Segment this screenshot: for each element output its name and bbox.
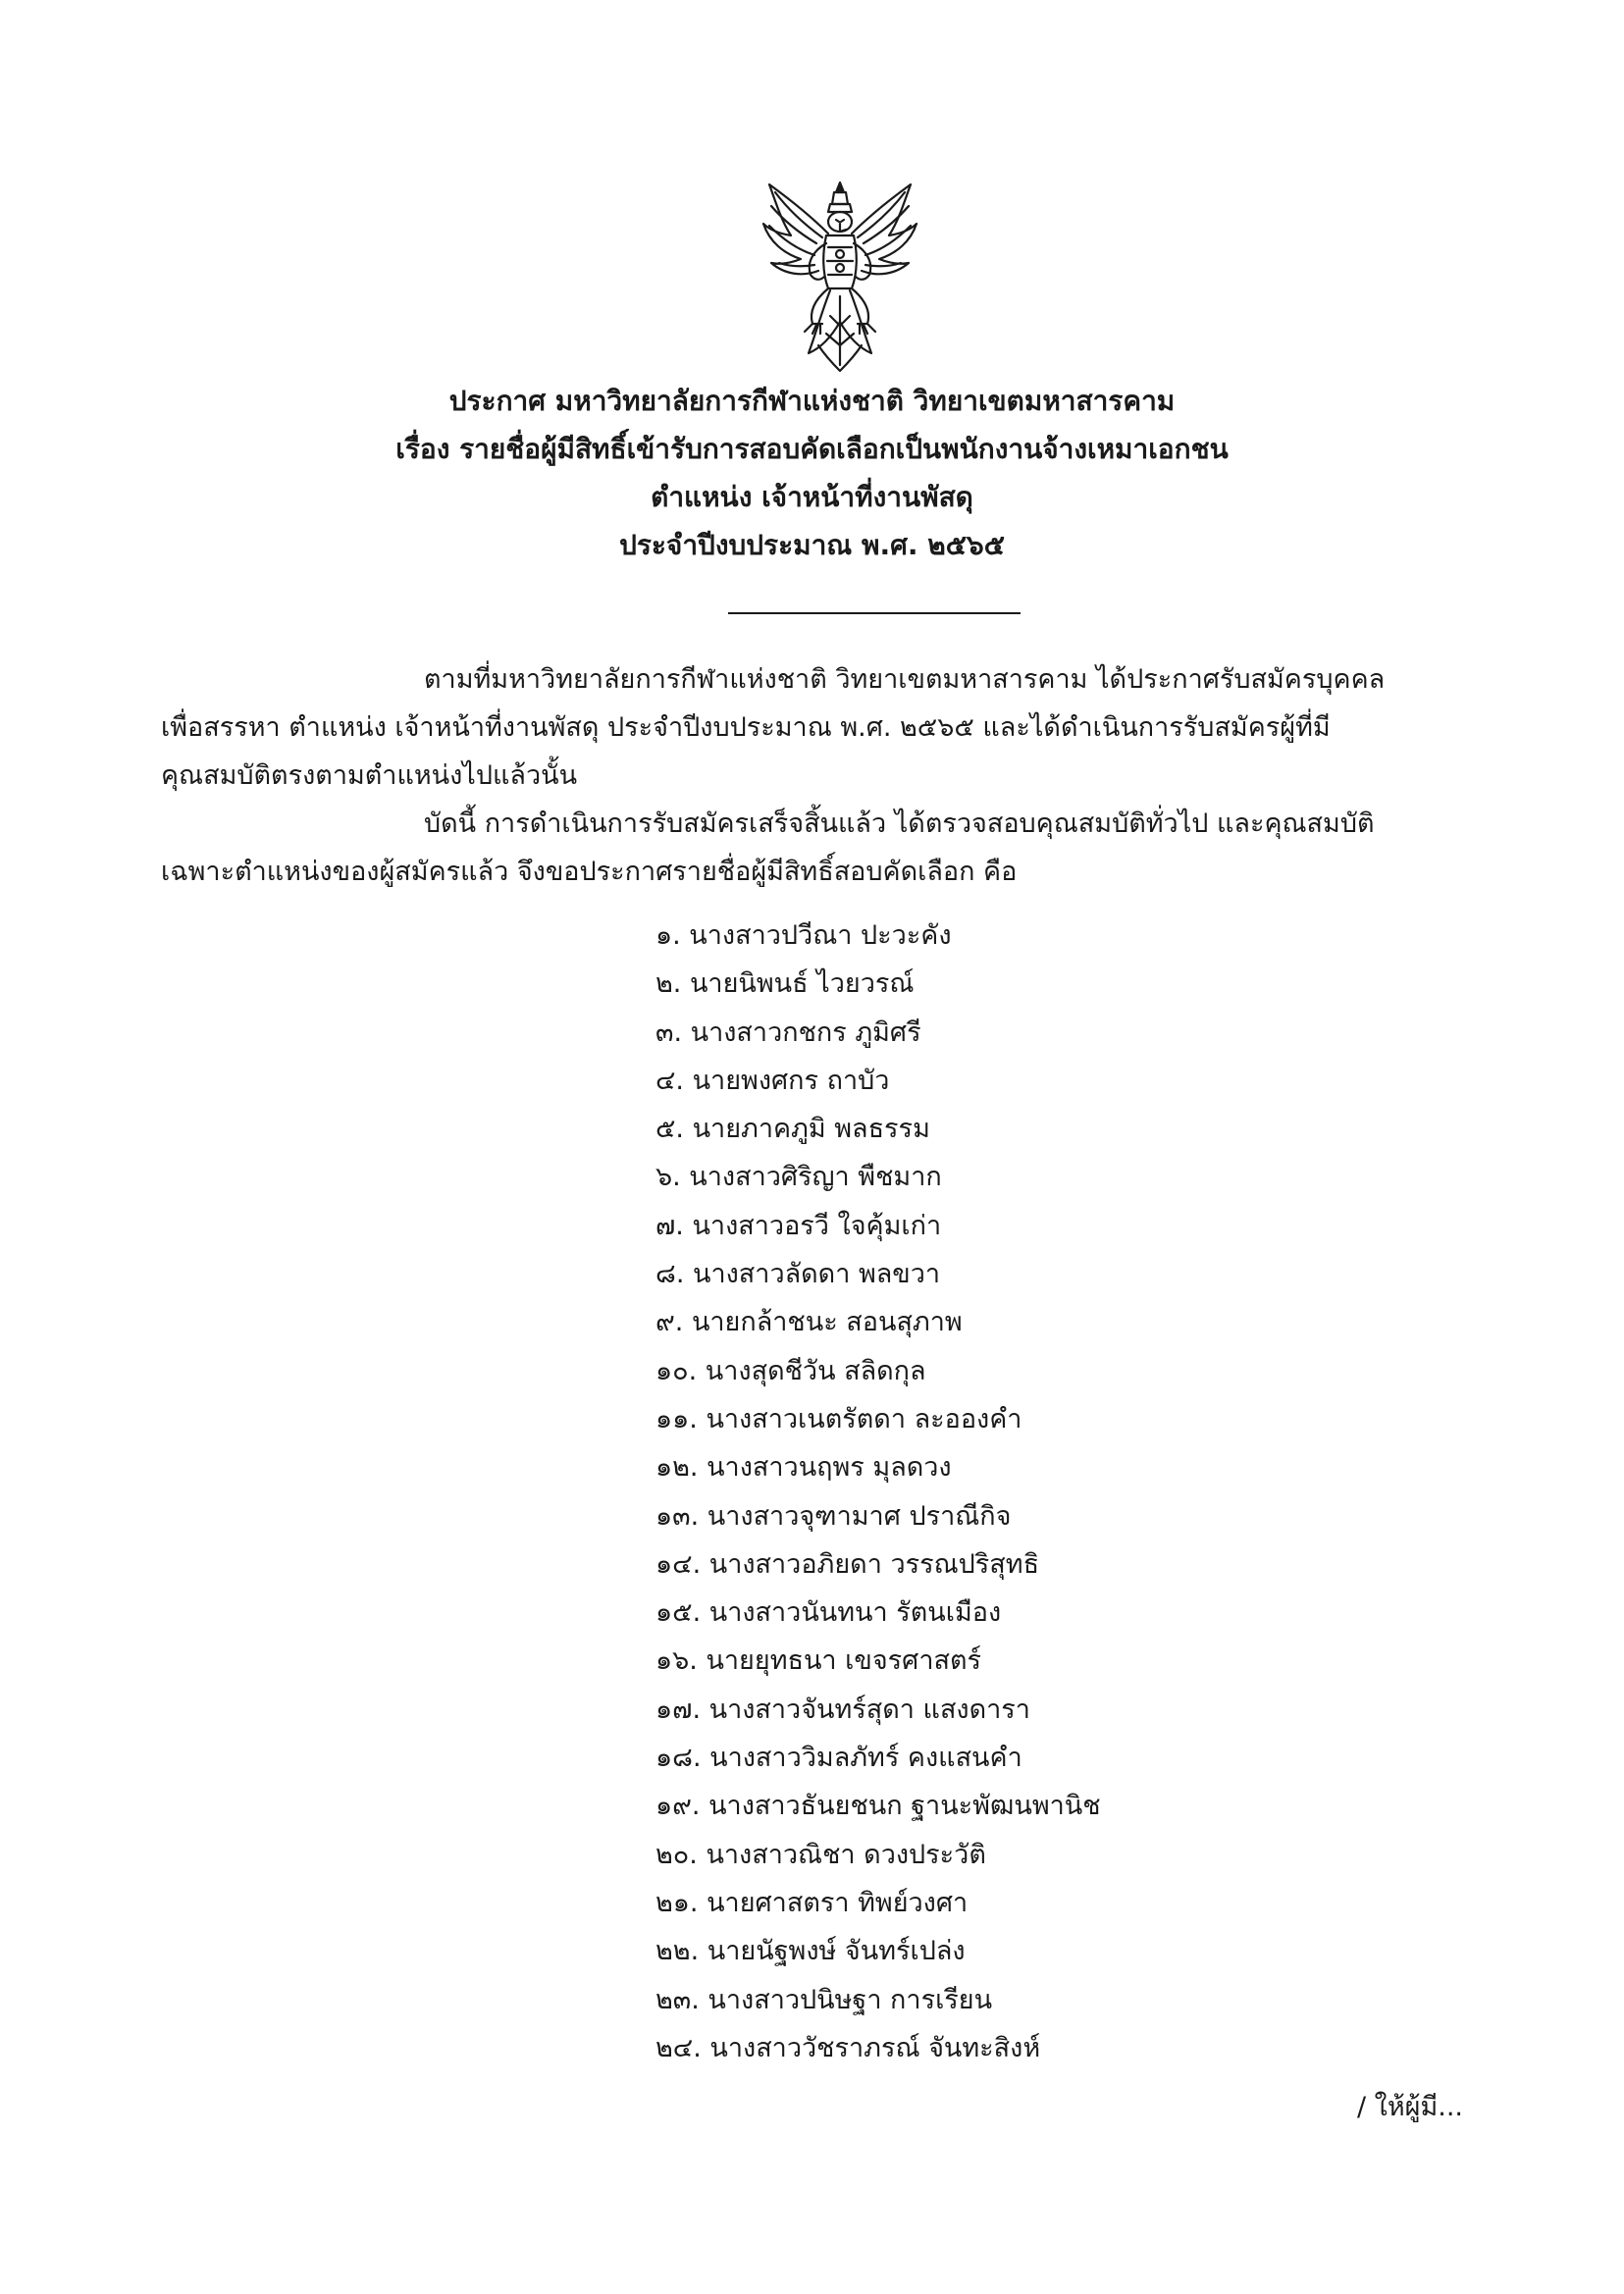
list-item: ๑๙. นางสาวธันยชนก ฐานะพัฒนพานิช xyxy=(655,1791,1101,1822)
list-item: ๑๘. นางสาววิมลภัทร์ คงแสนคำ xyxy=(655,1743,1022,1774)
eligible-candidates-list xyxy=(655,912,1101,2072)
list-item: ๗. นางสาวอรวี ใจคุ้มเก่า xyxy=(655,1210,942,1241)
list-item: ๖. นางสาวศิริญา พืชมาก xyxy=(655,1162,942,1193)
list-item: ๒๓. นางสาวปนิษฐา การเรียน xyxy=(655,1984,993,2015)
list-item: ๒๑. นายศาสตรา ทิพย์วงศา xyxy=(655,1887,969,1918)
header-divider xyxy=(728,612,1021,614)
continuation-note: / ให้ผู้มี... xyxy=(1356,2092,1463,2122)
garuda-emblem-icon xyxy=(758,179,922,373)
list-item: ๒๒. นายนัฐพงษ์ จันทร์เปล่ง xyxy=(655,1936,966,1967)
list-item: ๔. นายพงศกร ถาบัว xyxy=(655,1065,890,1096)
list-item: ๑๖. นายยุทธนา เขจรศาสตร์ xyxy=(655,1645,982,1677)
list-item: ๒๐. นางสาวณิชา ดวงประวัติ xyxy=(655,1839,986,1870)
paragraph-2-line-1: บัดนี้ การดำเนินการรับสมัครเสร็จสิ้นแล้ว ได้ตรวจสอบคุณสมบัติทั่วไป และคุณสมบัติ xyxy=(424,808,1375,839)
paragraph-1-line-2: เพื่อสรรหา ตำแหน่ง เจ้าหน้าที่งานพัสดุ ประจำปีงบประมาณ พ.ศ. ๒๕๖๕ และได้ดำเนินการรับสมัครผู้ที่มี xyxy=(161,712,1331,743)
header-line-4: ประจำปีงบประมาณ พ.ศ. ๒๕๖๕ xyxy=(619,529,1005,561)
list-item: ๒๔. นางสาววัชราภรณ์ จันทะสิงห์ xyxy=(655,2032,1041,2063)
list-item: ๑๑. นางสาวเนตรัตดา ละอองคำ xyxy=(655,1403,1022,1434)
list-item: ๑๓. นางสาวจุฑามาศ ปราณีกิจ xyxy=(655,1500,1012,1532)
list-item: ๑๔. นางสาวอภิยดา วรรณปริสุทธิ xyxy=(655,1548,1040,1580)
list-item: ๒. นายนิพนธ์ ไวยวรณ์ xyxy=(655,968,915,1000)
list-item: ๑๗. นางสาวจันทร์สุดา แสงดารา xyxy=(655,1694,1030,1725)
paragraph-1-line-1: ตามที่มหาวิทยาลัยการกีฬาแห่งชาติ วิทยาเขตมหาสารคาม ได้ประกาศรับสมัครบุคคล xyxy=(424,664,1386,695)
paragraph-2-line-2: เฉพาะตำแหน่งของผู้สมัครแล้ว จึงขอประกาศรายชื่อผู้มีสิทธิ์สอบคัดเลือก คือ xyxy=(161,857,1018,887)
list-item: ๓. นางสาวกชกร ภูมิศรี xyxy=(655,1017,921,1048)
list-item: ๑. นางสาวปวีณา ปะวะคัง xyxy=(655,920,952,951)
list-item: ๑๒. นางสาวนฤพร มุลดวง xyxy=(655,1452,952,1484)
paragraph-1-line-3: คุณสมบัติตรงตามตำแหน่งไปแล้วนั้น xyxy=(161,760,578,791)
header-line-1: ประกาศ มหาวิทยาลัยการกีฬาแห่งชาติ วิทยาเขตมหาสารคาม xyxy=(448,385,1176,417)
list-item: ๕. นายภาคภูมิ พลธรรม xyxy=(655,1114,930,1145)
list-item: ๙. นายกล้าชนะ สอนสุภาพ xyxy=(655,1307,963,1338)
list-item: ๑๕. นางสาวนันทนา รัตนเมือง xyxy=(655,1597,1002,1629)
announcement-header xyxy=(0,377,1624,569)
list-item: ๘. นางสาวลัดดา พลขวา xyxy=(655,1259,941,1290)
header-line-3: ตำแหน่ง เจ้าหน้าที่งานพัสดุ xyxy=(651,481,973,513)
list-item: ๑๐. นางสุดชีวัน สลิดกุล xyxy=(655,1355,926,1386)
header-line-2: เรื่อง รายชื่อผู้มีสิทธิ์เข้ารับการสอบคัดเลือกเป็นพนักงานจ้างเหมาเอกชน xyxy=(395,433,1229,465)
